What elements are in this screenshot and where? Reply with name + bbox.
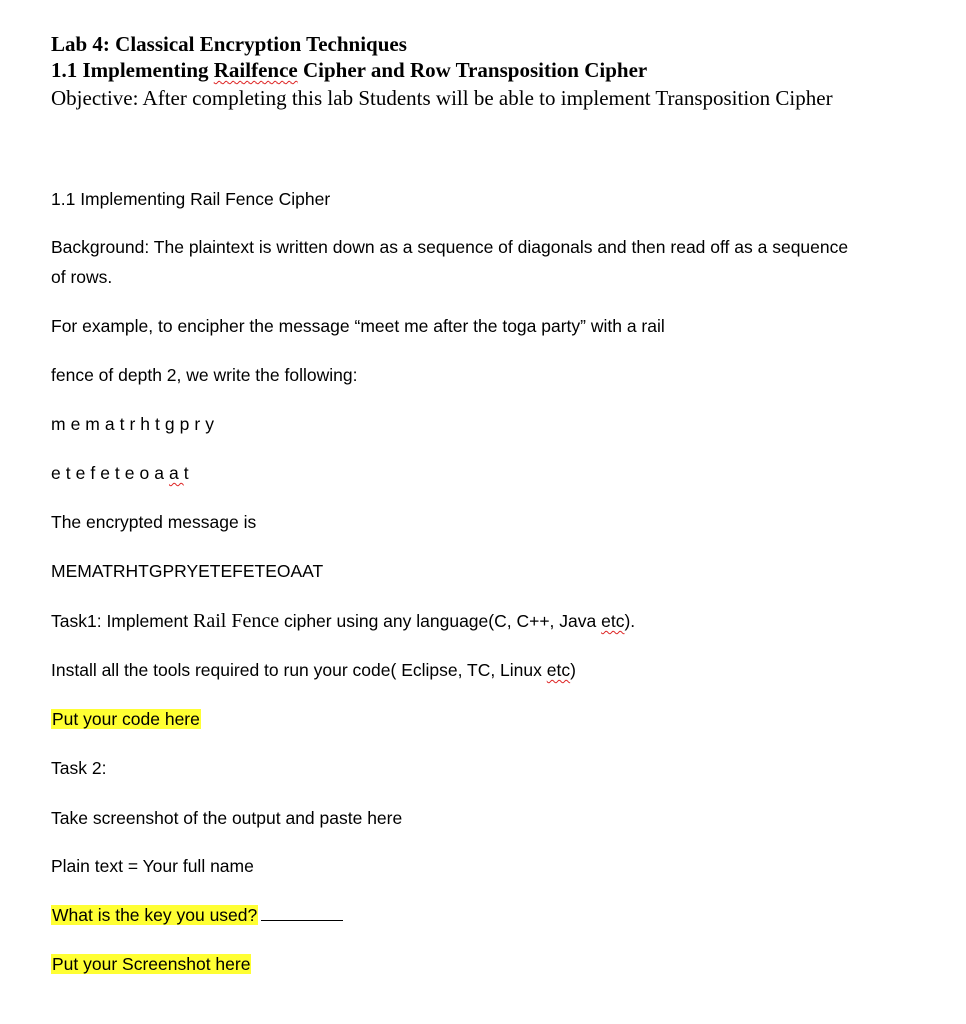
task1-end: ). bbox=[624, 611, 636, 631]
section-title bbox=[51, 58, 647, 83]
objective: Objective: After completing this lab Students will be able to implement Transposition Cipher bbox=[51, 86, 833, 110]
spellcheck-etc-1: etc bbox=[601, 611, 625, 631]
install-end: ) bbox=[570, 660, 576, 680]
task1-mid: cipher using any language(C, C++, Java bbox=[279, 611, 602, 631]
install-prefix: Install all the tools required to run your code( Eclipse, TC, Linux bbox=[51, 660, 547, 680]
example-line-2: fence of depth 2, we write the following: bbox=[51, 365, 358, 385]
subheading: 1.1 Implementing Rail Fence Cipher bbox=[51, 189, 331, 209]
task1-rail-fence: Rail Fence bbox=[193, 610, 280, 632]
section-title-suffix: Cipher and Row Transposition Cipher bbox=[297, 58, 648, 82]
background-line-1: Background: The plaintext is written down as a sequence of diagonals and then read off as a sequence bbox=[51, 237, 849, 257]
put-screenshot-highlight: Put your Screenshot here bbox=[52, 954, 251, 974]
rail-row-2-end: t bbox=[183, 463, 194, 483]
spellcheck-rail-letter: a bbox=[168, 463, 184, 483]
rail-row-2-start: etefeteoa bbox=[51, 463, 169, 483]
key-question bbox=[51, 905, 343, 926]
put-code-here bbox=[51, 709, 201, 730]
plain-text: Plain text = Your full name bbox=[51, 856, 254, 876]
ciphertext: MEMATRHTGPRYETEFETEOAAT bbox=[51, 561, 324, 581]
rail-row-1: mematrhtgpry bbox=[51, 414, 219, 434]
put-screenshot-here bbox=[51, 954, 251, 975]
task2: Task 2: bbox=[51, 758, 107, 778]
section-title-prefix: 1.1 Implementing bbox=[51, 58, 214, 82]
install-line bbox=[51, 660, 576, 681]
spellcheck-railfence: Railfence bbox=[213, 58, 298, 82]
screenshot-instruction: Take screenshot of the output and paste here bbox=[51, 808, 403, 828]
put-code-highlight: Put your code here bbox=[52, 709, 200, 729]
task1 bbox=[51, 610, 635, 633]
rail-row-2 bbox=[51, 463, 194, 484]
answer-blank[interactable] bbox=[261, 919, 343, 921]
key-question-highlight: What is the key you used? bbox=[52, 905, 258, 925]
task1-prefix: Task1: Implement bbox=[51, 611, 193, 631]
spellcheck-etc-2: etc bbox=[546, 660, 571, 680]
lab-title: Lab 4: Classical Encryption Techniques bbox=[51, 32, 407, 56]
example-line-1: For example, to encipher the message “meet me after the toga party” with a rail bbox=[51, 316, 665, 336]
background-line-2: of rows. bbox=[51, 267, 113, 287]
encrypted-label: The encrypted message is bbox=[51, 512, 257, 532]
